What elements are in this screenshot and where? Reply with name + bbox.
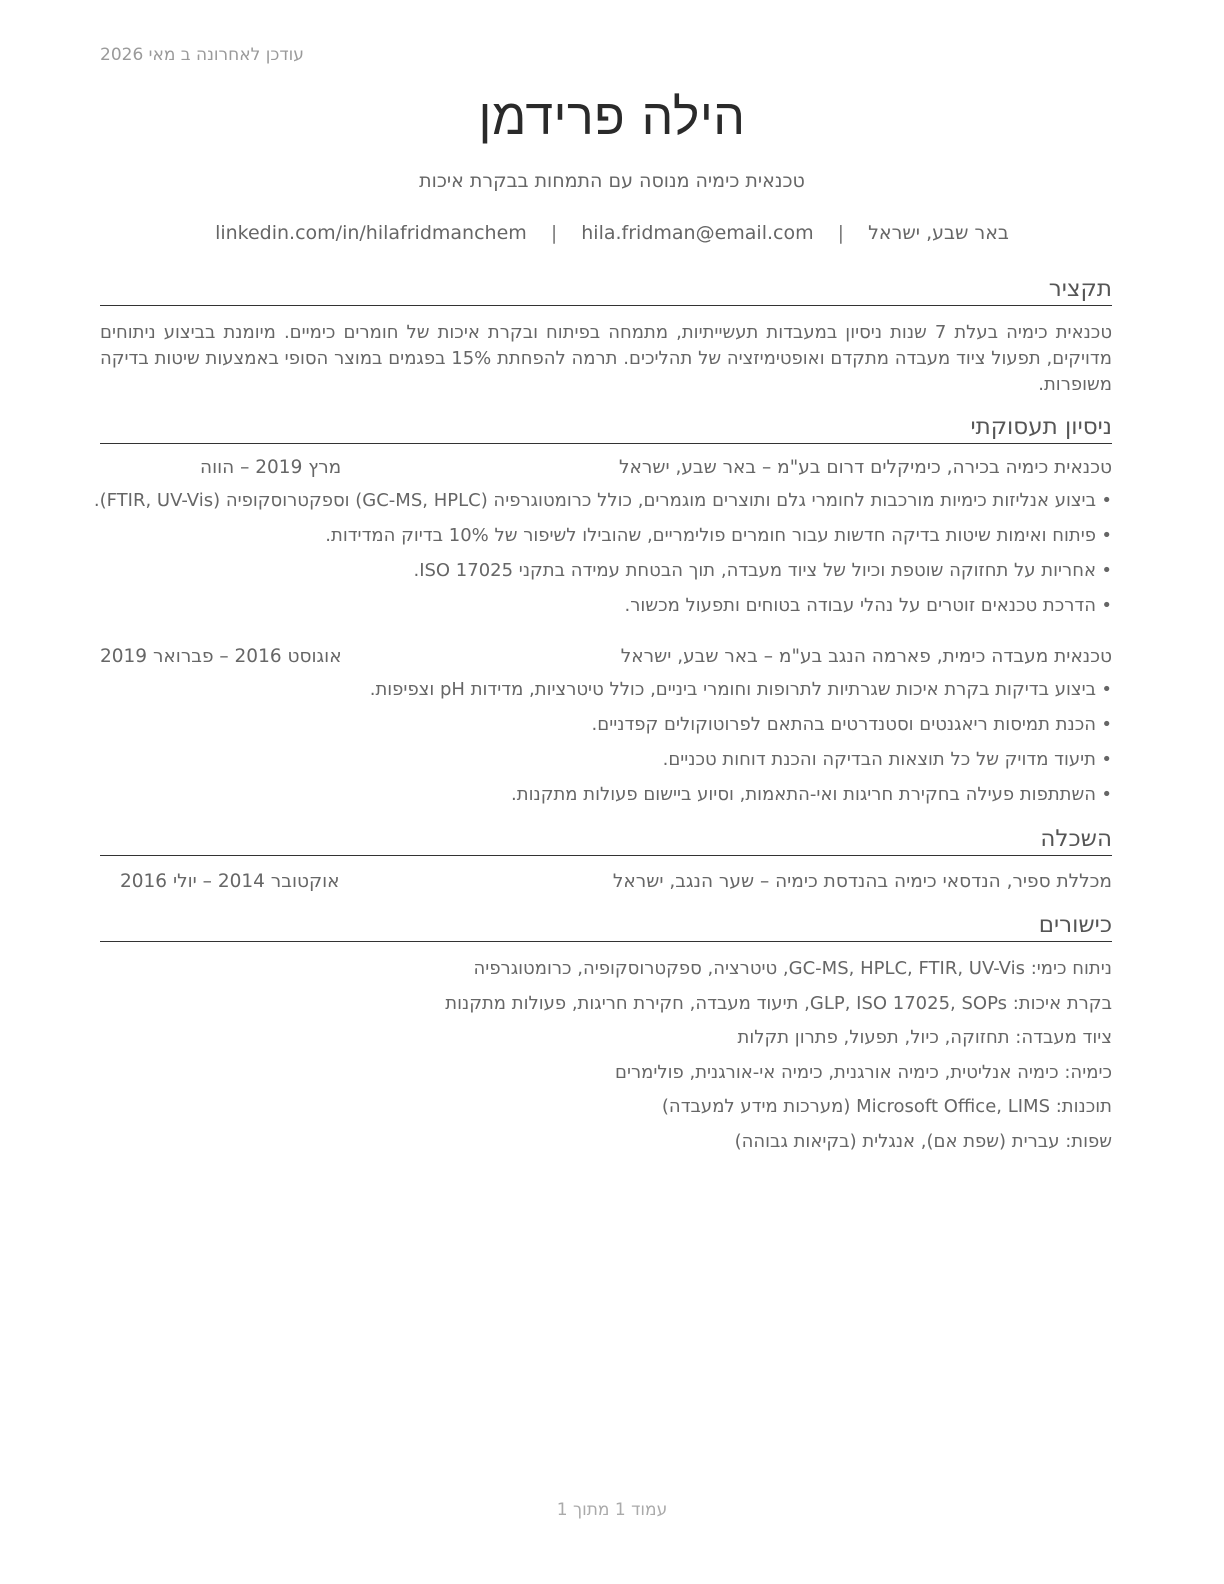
contact-email[interactable]: hila.fridman@email.com [581,222,814,244]
list-item: • הדרכת טכנאים זוטרים על נהלי עבודה בטוחים ותפעול מכשור. [100,593,1112,628]
job-header [100,457,1112,483]
section-heading-skills: כישורים [100,912,1112,942]
list-item: • ביצוע בדיקות בקרת איכות שגרתיות לתרופות וחומרי ביניים, כולל טיטרציות, מדידות pH וצפיפות. [100,677,1112,712]
list-item: • הכנת תמיסות ריאגנטים וסטנדרטים בהתאם לפרוטוקולים קפדניים. [100,712,1112,747]
section-heading-summary: תקציר [100,276,1112,306]
job-dates: מרץ 2019 – הווה [200,457,342,478]
contact-separator: | [837,222,845,244]
list-item: תוכנות: Microsoft Office, LIMS (מערכות מידע למעבדה) [661,1096,1112,1117]
job-bullets [93,488,1112,628]
section-heading-experience: ניסיון תעסוקתי [100,414,1112,444]
contact-separator: | [550,222,558,244]
last-updated-note: עודכן לאחרונה ב מאי 2026 [100,45,304,65]
list-item: • אחריות על תחזוקה שוטפת וכיול של ציוד מעבדה, תוך הבטחת עמידה בתקני ISO 17025. [100,558,1112,593]
list-item: ציוד מעבדה: תחזוקה, כיול, תפעול, פתרון תקלות [737,1027,1112,1048]
contact-linkedin[interactable]: linkedin.com/in/hilafridmanchem [215,222,527,244]
education-title: מכללת ספיר, הנדסאי כימיה בהנדסת כימיה – שער הנגב, ישראל [612,871,1112,892]
list-item: • פיתוח ואימות שיטות בדיקה חדשות עבור חומרים פולימריים, שהובילו לשיפור של 10% בדיוק המדידות. [100,523,1112,558]
section-heading-education: השכלה [100,826,1112,856]
contact-location: באר שבע, ישראל [868,222,1009,244]
list-item: שפות: עברית (שפת אם), אנגלית (בקיאות גבוהה) [734,1130,1112,1152]
list-item: • השתתפות פעילה בחקירת חריגות ואי-התאמות, וסיוע ביישום פעולות מתקנות. [100,782,1112,817]
summary-text: טכנאית כימיה בעלת 7 שנות ניסיון במעבדות תעשייתיות, מתמחה בפיתוח ובקרת איכות של חומרים כימיים. מיומנת בביצוע ניתוחים מדויקים, תפעול ציוד מעבדה מתקדם ואופטימיזציה של תהליכים. תרמה להפחתת 15% בפגמים במוצר הסופי באמצעות שיטות בדיקה משופרות. [100,322,1112,395]
page-number: עמוד 1 מתוך 1 [556,1500,668,1520]
job-dates: אוגוסט 2016 – פברואר 2019 [100,646,342,667]
candidate-title: טכנאית כימיה מנוסה עם התמחות בבקרת איכות [419,170,805,192]
list-item: ניתוח כימי: GC-MS, HPLC, FTIR, UV-Vis, טיטרציה, ספקטרוסקופיה, כרומטוגרפיה [473,958,1112,979]
job-bullets [100,677,1112,817]
skills-list [100,956,1112,1163]
list-item: כימיה: כימיה אנליטית, כימיה אורגנית, כימיה אי-אורגנית, פולימרים [615,1061,1112,1083]
education-dates: אוקטובר 2014 – יולי 2016 [120,871,340,892]
contact-line [0,222,1224,244]
candidate-name: הילה פרידמן [478,88,746,146]
list-item: בקרת איכות: GLP, ISO 17025, SOPs, תיעוד מעבדה, חקירת חריגות, פעולות מתקנות [445,992,1112,1014]
job-header [100,646,1112,672]
education-item [100,871,1112,897]
list-item: • תיעוד מדויק של כל תוצאות הבדיקה והכנת דוחות טכניים. [100,747,1112,782]
list-item: • ביצוע אנליזות כימיות מורכבות לחומרי גלם ותוצרים מוגמרים, כולל כרומטוגרפיה (GC-MS, HPLC) וספקטרוסקופיה (FTIR, UV-Vis). [100,488,1112,523]
job-title: טכנאית מעבדה כימית, פארמה הנגב בע"מ – באר שבע, ישראל [620,646,1112,667]
job-title: טכנאית כימיה בכירה, כימיקלים דרום בע"מ – באר שבע, ישראל [619,457,1112,478]
